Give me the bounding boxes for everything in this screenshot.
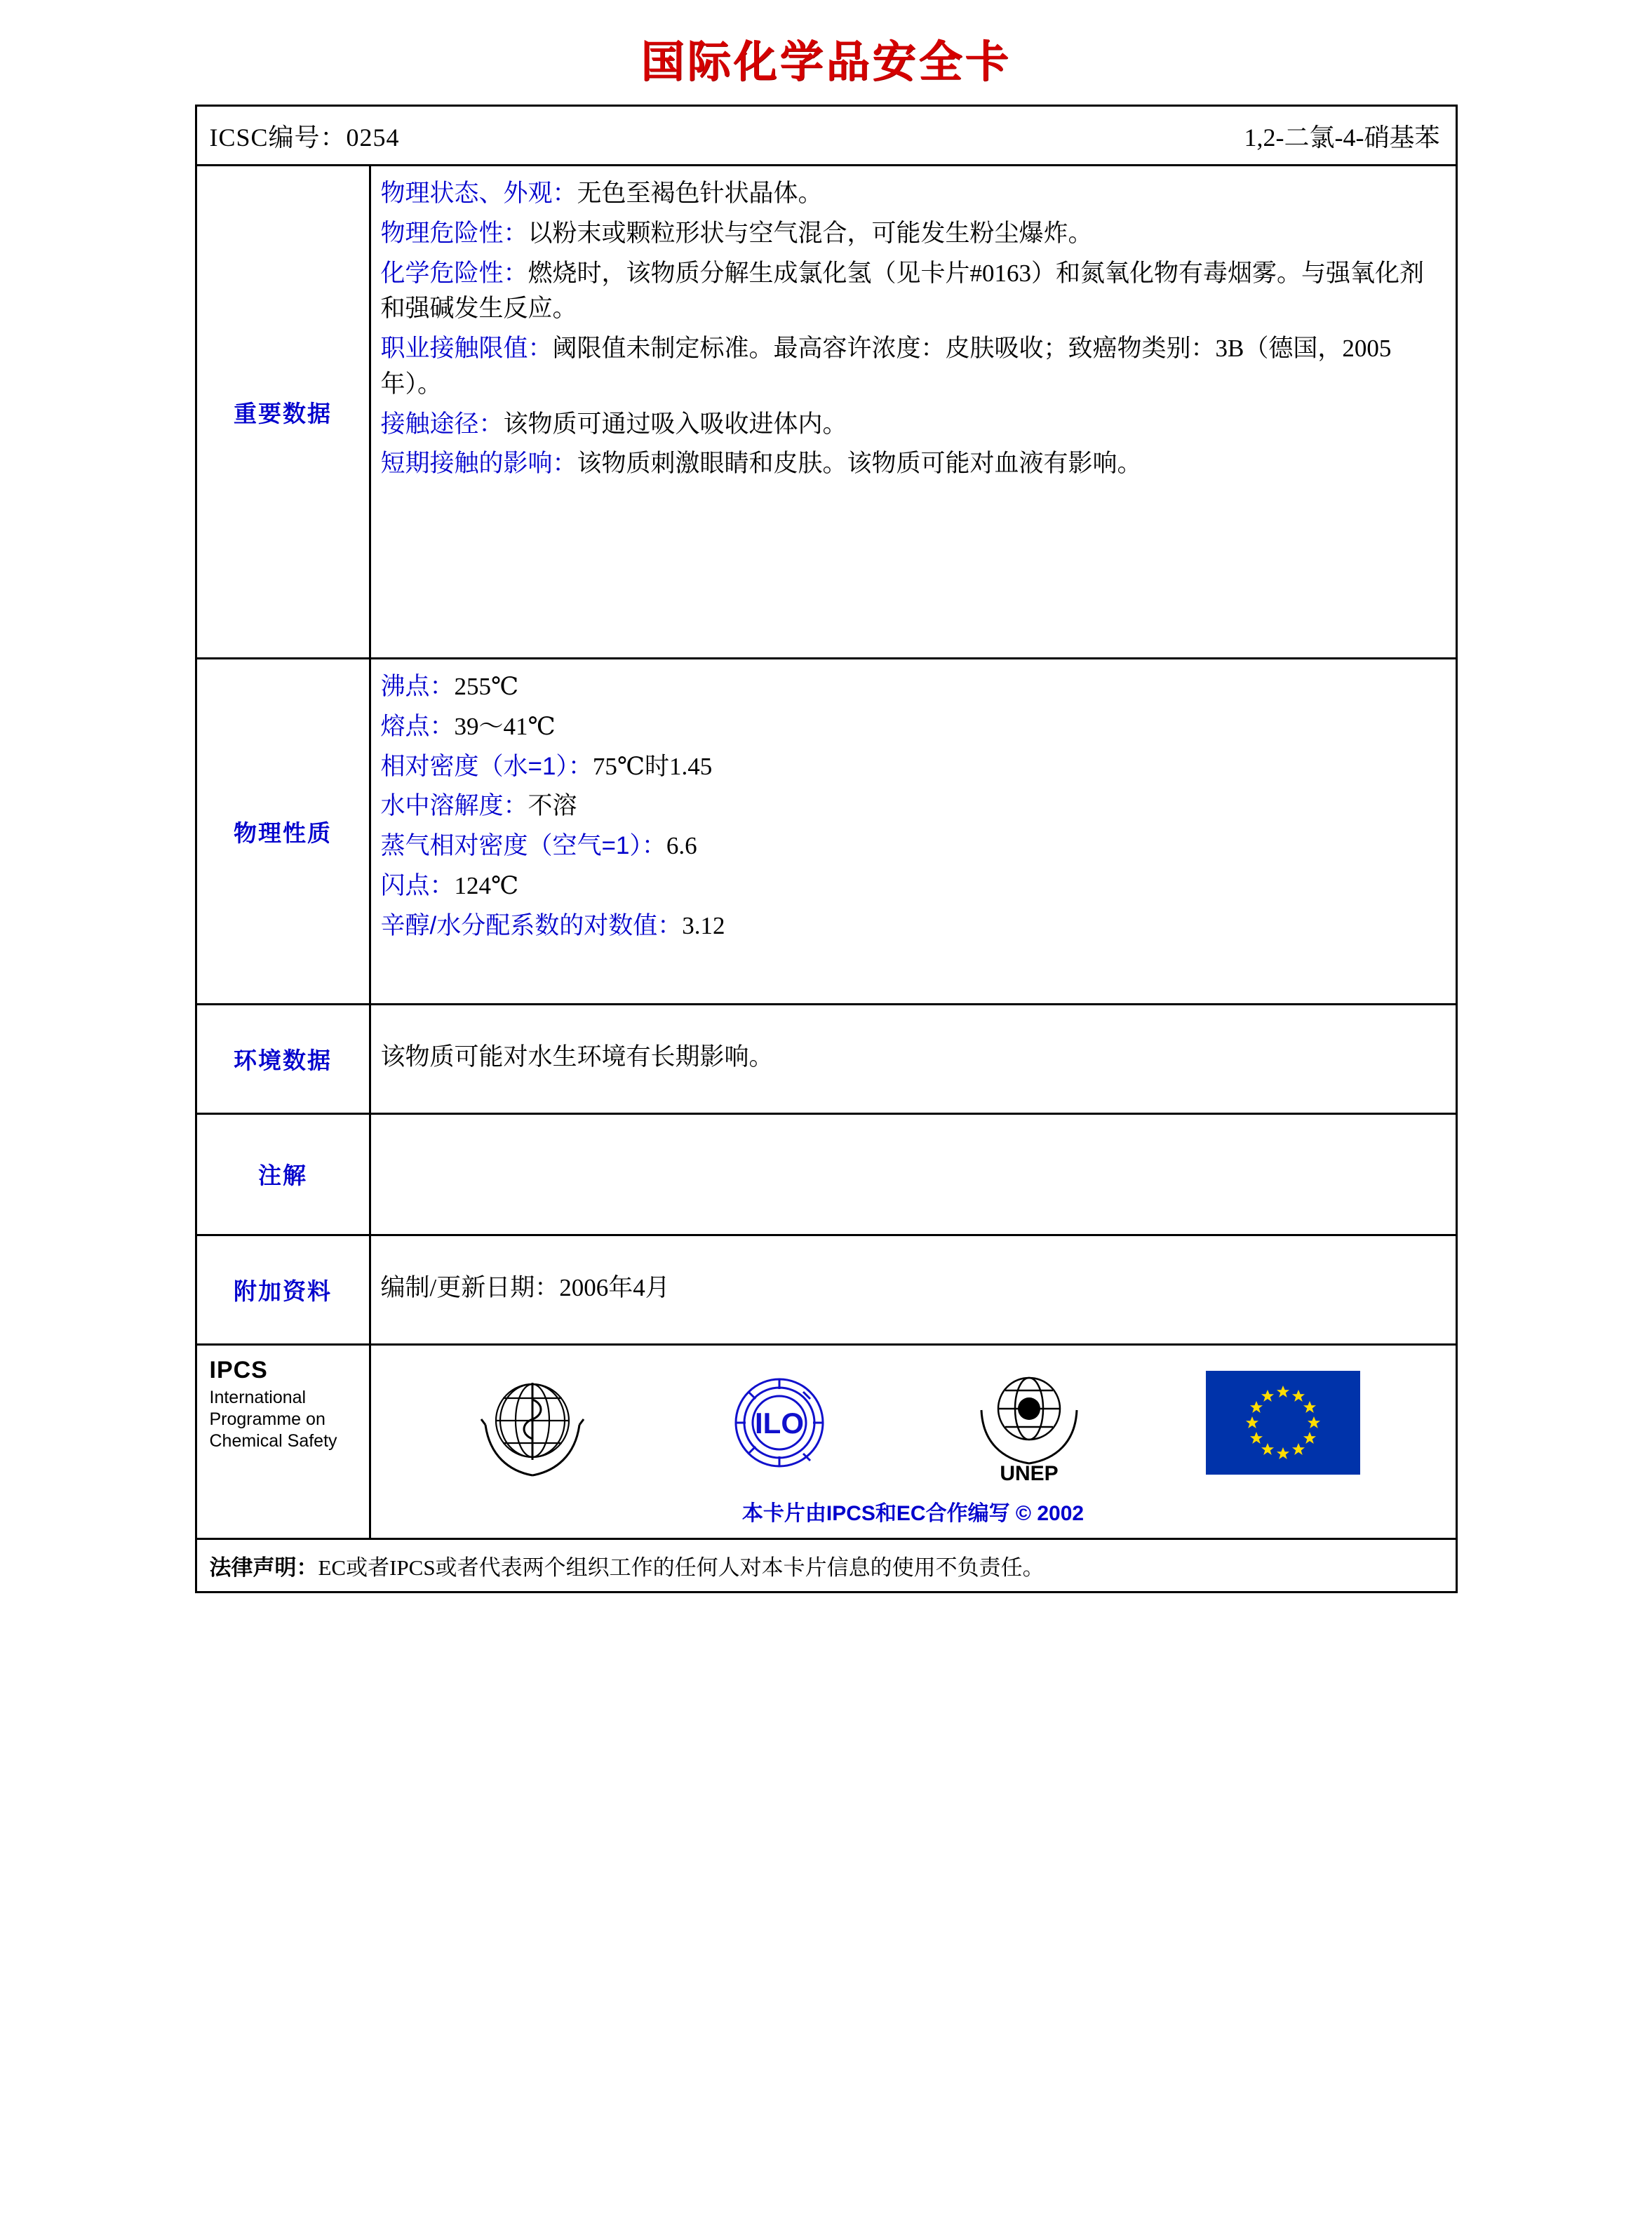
section-label-important-data: 重要数据 — [197, 166, 371, 657]
credit-line: 本卡片由IPCS和EC合作编写 © 2002 — [741, 1501, 1084, 1525]
field-short-term-effects-key: 短期接触的影响： — [380, 450, 577, 478]
field-exposure-limits-key: 职业接触限值： — [380, 335, 553, 362]
icsc-number-block — [197, 118, 825, 154]
field-physical-state-key: 物理状态、外观： — [380, 180, 577, 207]
field-boiling-point-value: 255℃ — [454, 673, 519, 700]
field-logpow-key: 辛醇/水分配系数的对数值： — [380, 911, 683, 939]
field-physical-hazards-value: 以粉末或颗粒形状与空气混合，可能发生粉尘爆炸。 — [528, 219, 1093, 247]
icsc-number-label: ICSC编号： — [209, 123, 347, 152]
field-routes-of-exposure-value: 该物质可通过吸入吸收进体内。 — [503, 410, 847, 438]
field-exposure-limits — [381, 331, 1442, 403]
legal-notice-label: 法律声明： — [209, 1555, 318, 1580]
field-logpow-value: 3.12 — [682, 911, 725, 939]
logos-row — [371, 1353, 1456, 1493]
ipcs-full-name-line2: Programme on — [209, 1409, 325, 1429]
field-physical-state — [381, 176, 1442, 212]
field-short-term-effects — [381, 446, 1442, 482]
svg-text:ILO: ILO — [754, 1406, 804, 1440]
section-important-data — [197, 166, 1456, 659]
eu-flag — [1206, 1371, 1360, 1475]
section-content-physical-properties — [371, 659, 1456, 1003]
field-flash-point-key: 闪点： — [380, 871, 455, 899]
field-boiling-point — [381, 669, 1442, 705]
field-relative-density-key: 相对密度（水=1）： — [380, 752, 593, 780]
field-flash-point — [381, 869, 1442, 904]
section-label-additional-info: 附加资料 — [197, 1236, 371, 1343]
ipcs-full-name — [210, 1387, 363, 1453]
section-content-additional-info: 编制/更新日期：2006年4月 — [380, 1273, 670, 1301]
icsc-card — [195, 105, 1458, 1593]
section-label-notes: 注解 — [197, 1115, 371, 1234]
field-flash-point-value: 124℃ — [454, 871, 519, 899]
field-relative-density — [381, 749, 1442, 785]
field-water-solubility-key: 水中溶解度： — [380, 792, 528, 820]
section-label-environmental-data: 环境数据 — [197, 1005, 371, 1113]
card-header — [197, 107, 1456, 166]
field-logpow — [381, 908, 1442, 944]
who-logo — [466, 1363, 599, 1482]
page-title: 国际化学品安全卡 — [640, 38, 1012, 86]
card-footer — [197, 1346, 1456, 1540]
field-routes-of-exposure-key: 接触途径： — [380, 410, 504, 438]
section-notes — [197, 1115, 1456, 1236]
field-physical-hazards — [381, 216, 1442, 252]
svg-text:UNEP: UNEP — [1000, 1461, 1059, 1485]
field-vapour-density — [381, 829, 1442, 864]
field-chemical-hazards — [381, 256, 1442, 328]
field-exposure-limits-value: 阈限值未制定标准。最高容许浓度：皮肤吸收；致癌物类别：3B（德国，2005年）。 — [380, 335, 1392, 398]
section-additional-info — [197, 1236, 1456, 1346]
ipcs-block — [197, 1346, 371, 1538]
section-content-important-data — [371, 166, 1456, 657]
field-vapour-density-key: 蒸气相对密度（空气=1）： — [380, 832, 666, 859]
field-melting-point — [381, 709, 1442, 745]
section-environmental-data — [197, 1005, 1456, 1115]
ipcs-full-name-line1: International — [209, 1387, 307, 1407]
field-melting-point-key: 熔点： — [380, 712, 455, 740]
section-content-environmental-data: 该物质可能对水生环境有长期影响。 — [380, 1043, 774, 1071]
section-physical-properties — [197, 659, 1456, 1005]
field-routes-of-exposure — [381, 407, 1442, 443]
unep-logo — [959, 1360, 1099, 1486]
logos-block — [371, 1346, 1456, 1538]
field-chemical-hazards-key: 化学危险性： — [380, 259, 528, 287]
field-vapour-density-value: 6.6 — [666, 832, 697, 859]
section-label-physical-properties: 物理性质 — [197, 659, 371, 1003]
field-melting-point-value: 39～41℃ — [454, 712, 556, 740]
legal-notice-text: EC或者IPCS或者代表两个组织工作的任何人对本卡片信息的使用不负责任。 — [318, 1555, 1045, 1580]
field-water-solubility-value: 不溶 — [528, 792, 577, 820]
field-water-solubility — [381, 789, 1442, 824]
field-boiling-point-key: 沸点： — [380, 673, 455, 700]
substance-name: 1,2-二氯-4-硝基苯 — [1244, 123, 1440, 152]
field-physical-state-value: 无色至褐色针状晶体。 — [577, 180, 823, 207]
legal-notice — [197, 1540, 1456, 1591]
ipcs-full-name-line3: Chemical Safety — [209, 1431, 337, 1451]
field-relative-density-value: 75℃时1.45 — [592, 752, 713, 780]
field-physical-hazards-key: 物理危险性： — [380, 219, 528, 247]
field-chemical-hazards-value: 燃烧时，该物质分解生成氯化氢（见卡片#0163）和氮氧化物有毒烟雾。与强氧化剂和强碱发生反应。 — [380, 259, 1425, 323]
field-short-term-effects-value: 该物质刺激眼睛和皮肤。该物质可能对血液有影响。 — [577, 450, 1142, 478]
icsc-number-value: 0254 — [346, 123, 400, 152]
ilo-logo — [706, 1370, 853, 1475]
ipcs-abbreviation: IPCS — [209, 1356, 268, 1383]
